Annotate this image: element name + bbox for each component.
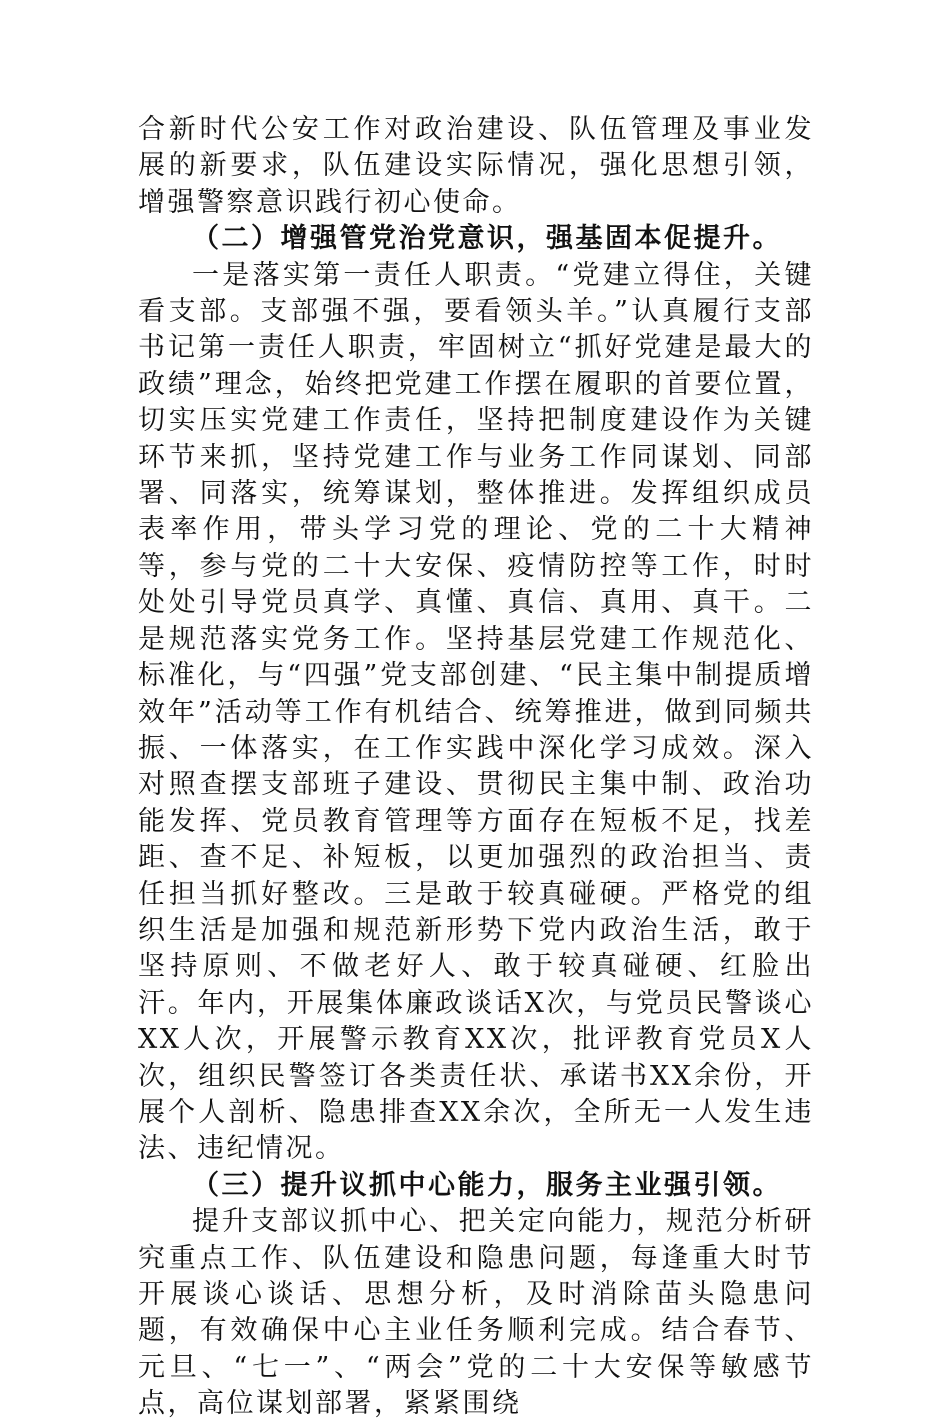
section-heading-2: （二）增强管党治党意识，强基固本促提升。 — [192, 223, 782, 255]
paragraph-continuation: 合新时代公安工作对政治建设、队伍管理及事业发展的新要求，队伍建设实际情况，强化思想引领，增强警察意识践行初心使命。 — [138, 114, 814, 218]
section-heading-3: （三）提升议抓中心能力，服务主业强引领。 — [192, 1169, 782, 1201]
paragraph-party-responsibility: 一是落实第一责任人职责。“党建立得住，关键看支部。支部强不强，要看领头羊。”认真履行支部书记第一责任人职责，牢固树立“抓好党建是最大的政绩”理念，始终把党建工作摆在履职的首要位置，切实压实党建工作责任，坚持把制度建设作为关键环节来抓，坚持党建工作与业务工作同谋划、同部署、同落实，统筹谋划，整体推进。发挥组织成员表率作用，带头学习党的理论、党的二十大精神等，参与党的二十大安保、疫情防控等工作，时时处处引导党员真学、真懂、真信、真用、真干。二是规范落实党务工作。坚持基层党建工作规范化、标准化，与“四强”党支部创建、“民主集中制提质增效年”活动等工作有机结合、统筹推进，做到同频共振、一体落实，在工作实践中深化学习成效。深入对照查摆支部班子建设、贯彻民主集中制、政治功能发挥、党员教育管理等方面存在短板不足，找差距、查不足、补短板，以更加强烈的政治担当、责任担当抓好整改。三是敢于较真碰硬。严格党的组织生活是加强和规范新形势下党内政治生活，敢于坚持原则、不做老好人、敢于较真碰硬、红脸出汗。年内，开展集体廉政谈话X次，与党员民警谈心XX人次，开展警示教育XX次，批评教育党员X人次，组织民警签订各类责任状、承诺书XX余份，开展个人剖析、隐患排查XX余次，全所无一人发生违法、违纪情况。 — [138, 259, 814, 1165]
document-body — [138, 112, 814, 1423]
paragraph-center-capability: 提升支部议抓中心、把关定向能力，规范分析研究重点工作、队伍建设和隐患问题，每逢重大时节开展谈心谈话、思想分析，及时消除苗头隐患问题，有效确保中心主业任务顺利完成。结合春节、元旦、“七一”、“两会”党的二十大安保等敏感节点，高位谋划部署，紧紧围绕 — [138, 1206, 814, 1420]
